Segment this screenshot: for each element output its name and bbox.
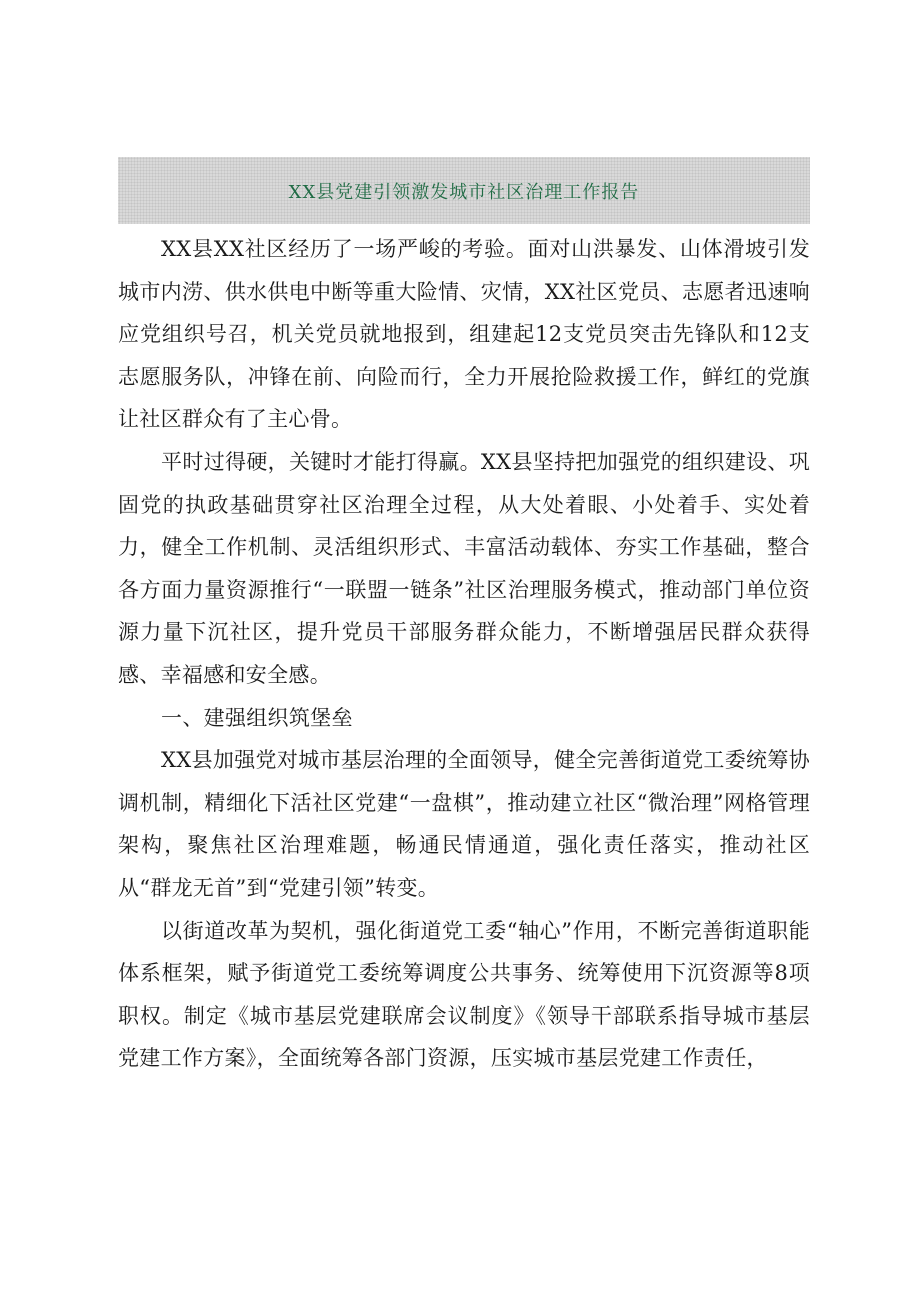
title-banner [118,157,810,224]
paragraph-section-summary: XX县加强党对城市基层治理的全面领导，健全完善街道党工委统筹协调机制，精细化下活社区党建“一盘棋”，推动建立社区“微治理”网格管理架构，聚焦社区治理难题，畅通民情通道，强化责任落实，推动社区从“群龙无首”到“党建引领”转变。 [118,748,810,900]
document-title: XX县党建引领激发城市社区治理工作报告 [288,181,640,203]
paragraph-intro: XX县XX社区经历了一场严峻的考验。面对山洪暴发、山体滑坡引发城市内涝、供水供电中断等重大险情、灾情，XX社区党员、志愿者迅速响应党组织号召，机关党员就地报到，组建起12支党员突击先锋队和12支志愿服务队，冲锋在前、向险而行，全力开展抢险救援工作，鲜红的党旗让社区群众有了主心骨。 [118,237,810,432]
paragraph-street-reform: 以街道改革为契机，强化街道党工委“轴心”作用，不断完善街道职能体系框架，赋予街道党工委统筹调度公共事务、统筹使用下沉资源等8项职权。制定《城市基层党建联席会议制度》《领导干部联系指导城市基层党建工作方案》，全面统筹各部门资源，压实城市基层党建工作责任， [118,918,810,1071]
section-heading: 一、建强组织筑堡垒 [161,705,353,730]
document-body [118,228,810,1080]
paragraph-overview: 平时过得硬，关键时才能打得赢。XX县坚持把加强党的组织建设、巩固党的执政基础贯穿社区治理全过程，从大处着眼、小处着手、实处着力，健全工作机制、灵活组织形式、丰富活动载体、夯实工作基础，整合各方面力量资源推行“一联盟一链条”社区治理服务模式，推动部门单位资源力量下沉社区，提升党员干部服务群众能力，不断增强居民群众获得感、幸福感和安全感。 [118,449,810,687]
